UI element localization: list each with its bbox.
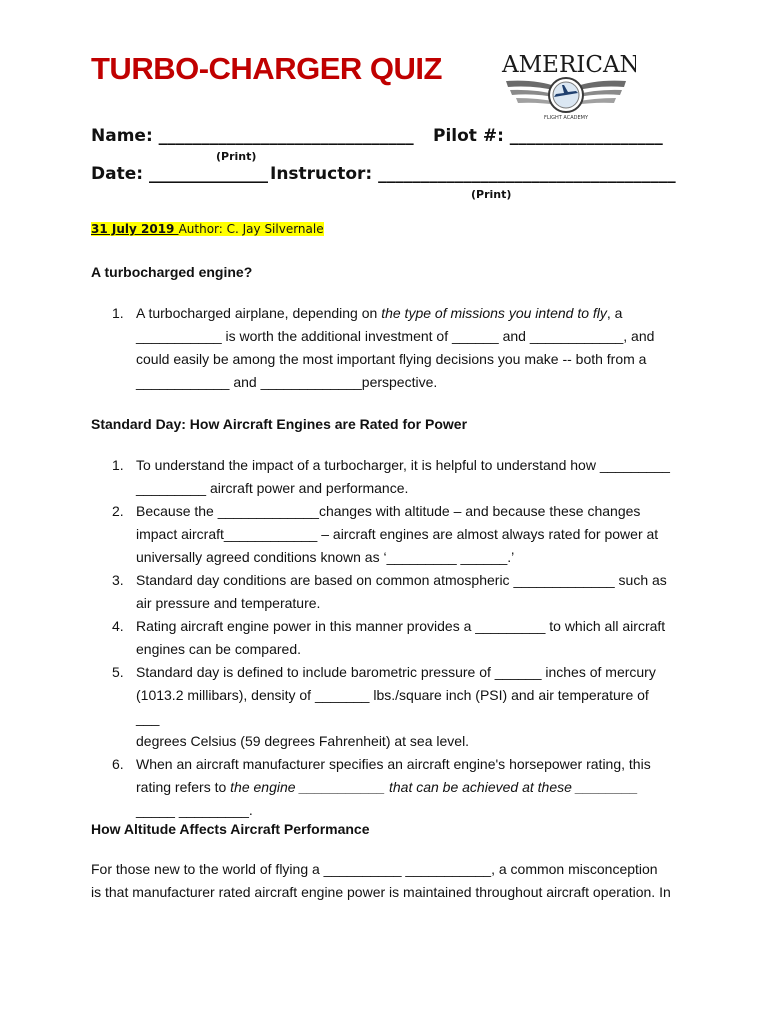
item-line: To understand the impact of a turbocharger, it is helpful to understand how _________ <box>136 457 670 473</box>
item-line: air pressure and temperature. <box>136 595 321 611</box>
logo-wings-icon <box>496 45 636 125</box>
item-number: 4. <box>112 618 124 634</box>
list-item <box>112 454 676 500</box>
page-title: TURBO-CHARGER QUIZ <box>91 51 442 86</box>
section-heading: A turbocharged engine? <box>91 264 253 280</box>
name-field: Name: ______________________________ <box>91 126 414 146</box>
print-note: (Print) <box>471 188 512 201</box>
item-number: 6. <box>112 756 124 772</box>
item-line: could easily be among the most important flying decisions you make -- both from a <box>136 351 647 367</box>
item-line: Because the _____________changes with altitude – and because these changes <box>136 503 641 519</box>
list-item <box>112 302 676 394</box>
list-item <box>112 753 676 822</box>
body-paragraph <box>91 858 681 904</box>
item-line: Standard day is defined to include barometric pressure of ______ inches of mercury <box>136 664 656 680</box>
item-line: ___________ is worth the additional investment of ______ and ____________, and <box>136 328 655 344</box>
question-list <box>112 302 676 394</box>
print-note: (Print) <box>216 150 257 163</box>
item-line: engines can be compared. <box>136 641 301 657</box>
item-line: universally agreed conditions known as ‘_________ ______.’ <box>136 549 515 565</box>
item-number: 5. <box>112 664 124 680</box>
american-flight-academy-logo <box>496 45 636 125</box>
pilot-number-field: Pilot #: __________________ <box>433 126 663 146</box>
item-line: When an aircraft manufacturer specifies an aircraft engine's horsepower rating, this <box>136 756 651 772</box>
section-heading: Standard Day: How Aircraft Engines are Rated for Power <box>91 416 468 432</box>
item-number: 2. <box>112 503 124 519</box>
logo-subtext: FLIGHT ACADEMY <box>543 115 589 121</box>
item-number: 1. <box>112 305 124 321</box>
paragraph-line: is that manufacturer rated aircraft engine power is maintained throughout aircraft operation. In <box>91 884 671 900</box>
item-text: A turbocharged airplane, depending on the type of missions you intend to fly, a <box>136 305 623 321</box>
logo-text: AMERICAN <box>502 52 636 78</box>
list-item <box>112 615 676 661</box>
list-item <box>112 500 676 569</box>
item-line: rating refers to the engine ___________ that can be achieved at these ________ <box>136 779 639 795</box>
document-author: Author: C. Jay Silvernale <box>178 222 324 236</box>
item-line: _________ aircraft power and performance. <box>136 480 409 496</box>
paragraph-line: For those new to the world of flying a __________ ___________, a common misconception <box>91 861 658 877</box>
date-author-line <box>91 222 324 236</box>
document-date: 31 July 2019 <box>91 222 179 236</box>
item-number: 3. <box>112 572 124 588</box>
item-line: impact aircraft____________ – aircraft engines are almost always rated for power at <box>136 526 659 542</box>
section-heading: How Altitude Affects Aircraft Performance <box>91 821 370 837</box>
item-line: _____ _________. <box>136 802 253 818</box>
item-line: Standard day conditions are based on common atmospheric _____________ such as <box>136 572 667 588</box>
list-item <box>112 569 676 615</box>
item-line <box>136 302 676 325</box>
item-line: (1013.2 millibars), density of _______ lbs./square inch (PSI) and air temperature of ___ <box>136 687 649 726</box>
item-line: Rating aircraft engine power in this manner provides a _________ to which all aircraft <box>136 618 666 634</box>
item-line: ____________ and _____________perspective. <box>136 374 438 390</box>
item-line: degrees Celsius (59 degrees Fahrenheit) at sea level. <box>136 733 470 749</box>
instructor-field: Instructor: ___________________________________ <box>270 164 676 184</box>
date-field: Date: ______________ <box>91 164 268 184</box>
question-list <box>112 454 676 822</box>
item-number: 1. <box>112 457 124 473</box>
list-item <box>112 661 676 753</box>
